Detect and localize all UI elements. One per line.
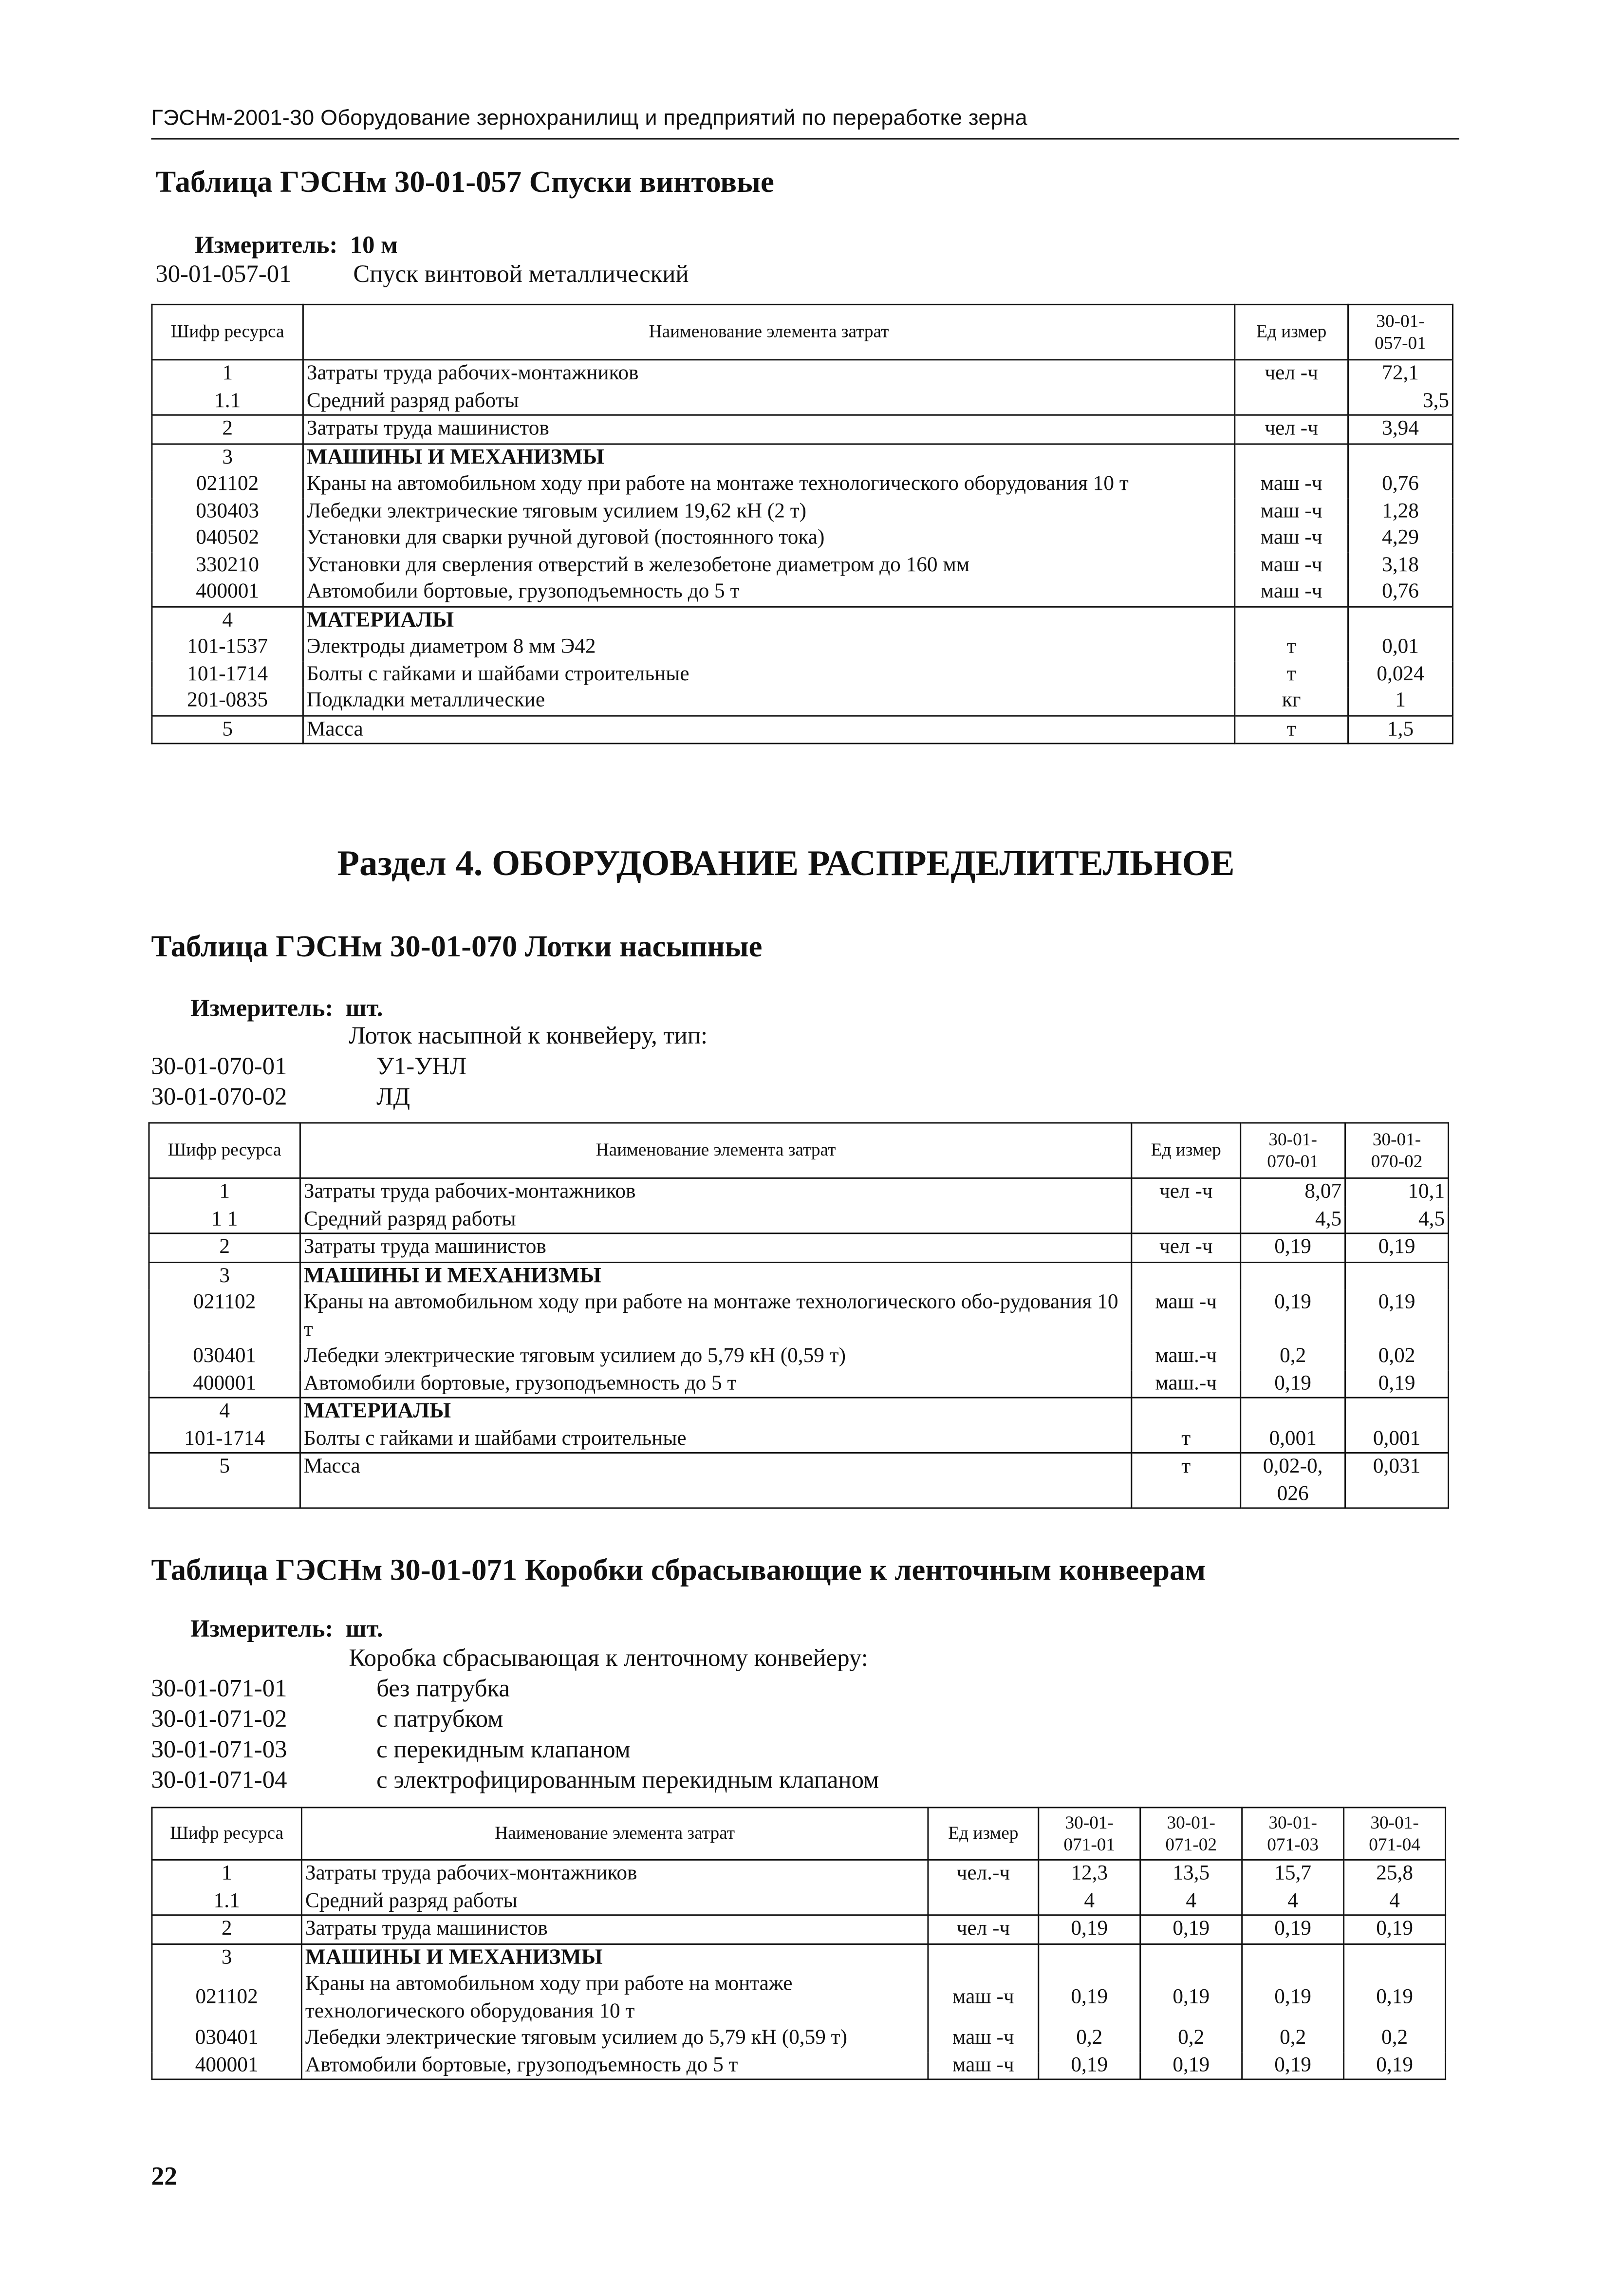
- table-row: 201-0835 Подкладки металлические кг 1: [152, 688, 1453, 715]
- item-name: с электрофицированным перекидным клапаном: [376, 1766, 879, 1794]
- item-name: У1-УНЛ: [376, 1052, 467, 1080]
- running-header: ГЭСНм-2001-30 Оборудование зернохранилищ и предприятий по переработке зерна: [151, 106, 1027, 131]
- table-title: Таблица ГЭСНм 30-01-057 Спуски винтовые: [155, 164, 774, 199]
- header-name: Наименование элемента затрат: [301, 1808, 928, 1860]
- meter-label: Измеритель:: [194, 231, 338, 259]
- table-row: 400001 Автомобили бортовые, грузоподъемность до 5 т маш -ч 0,19 0,19 0,19 0,19: [152, 2052, 1446, 2079]
- item-name: Спуск винтовой металлический: [353, 260, 689, 288]
- table-row: 5 Масса т 1,5: [152, 715, 1453, 744]
- section-heading-machines: МАШИНЫ И МЕХАНИЗМЫ: [303, 1264, 601, 1288]
- item-name: ЛД: [376, 1083, 410, 1111]
- header-name: Наименование элемента затрат: [303, 304, 1234, 359]
- table-row: 030401 Лебедки электрические тяговым усилием до 5,79 кН (0,59 т) маш -ч 0,2 0,2 0,2 0,2: [152, 2025, 1446, 2052]
- meter-label: Измеритель:: [190, 1615, 334, 1643]
- item-code: 30-01-071-02: [151, 1705, 287, 1733]
- meter-unit: шт.: [345, 1615, 383, 1643]
- item-code: 30-01-071-03: [151, 1736, 287, 1763]
- item-name: с перекидным клапаном: [376, 1736, 631, 1763]
- table-row: 400001 Автомобили бортовые, грузоподъемность до 5 т маш.-ч 0,19 0,19: [149, 1370, 1449, 1398]
- table-row: 1.1 Средний разряд работы 3,5: [152, 388, 1453, 415]
- header-norm-column: 30-01- 071-04: [1344, 1808, 1446, 1860]
- table-row: 101-1537 Электроды диаметром 8 мм Э42 т 0,01: [152, 634, 1453, 660]
- section-heading-materials: МАТЕРИАЛЫ: [306, 608, 454, 632]
- table-row: 4 МАТЕРИАЛЫ: [149, 1398, 1449, 1425]
- item-code: 30-01-071-01: [151, 1674, 287, 1702]
- norm-table-057: [151, 304, 1453, 744]
- table-title: Таблица ГЭСНм 30-01-071 Коробки сбрасывающие к ленточным конвеерам: [151, 1552, 1206, 1587]
- table-row: 101-1714 Болты с гайками и шайбами строительные т 0,001 0,001: [149, 1425, 1449, 1453]
- meter-line: [190, 994, 383, 1024]
- header-unit: Ед измер: [1235, 304, 1348, 359]
- group-label: Коробка сбрасывающая к ленточному конвейеру:: [349, 1644, 868, 1672]
- table-row: 1 Затраты труда рабочих-монтажников чел.-ч 12,3 13,5 15,7 25,8: [152, 1860, 1446, 1887]
- table-row: 330210 Установки для сверления отверстий в железобетоне диаметром до 160 мм маш -ч 3,18: [152, 552, 1453, 579]
- header-resource-code: Шифр ресурса: [152, 304, 303, 359]
- header-norm-column: 30-01- 071-03: [1242, 1808, 1344, 1860]
- page-number: 22: [151, 2161, 178, 2191]
- table-row: 1.1 Средний разряд работы 4 4 4 4: [152, 1887, 1446, 1915]
- table-row: 021102 Краны на автомобильном ходу при работе на монтаже технологического оборудования 10 т маш -ч 0,19 0,19 0,19 0,19: [152, 1971, 1446, 2025]
- item-name: без патрубка: [376, 1674, 510, 1702]
- table-row: 1 Затраты труда рабочих-монтажников чел -ч 72,1: [152, 360, 1453, 388]
- table-row: 2 Затраты труда машинистов чел -ч 0,19 0,19 0,19 0,19: [152, 1915, 1446, 1943]
- table-row: 1 1 Средний разряд работы 4,5 4,5: [149, 1206, 1449, 1233]
- norm-table-071: [151, 1807, 1446, 2080]
- header-resource-code: Шифр ресурса: [149, 1123, 300, 1178]
- table-row: 101-1714 Болты с гайками и шайбами строительные т 0,024: [152, 661, 1453, 688]
- item-code: 30-01-070-01: [151, 1052, 287, 1080]
- header-unit: Ед измер: [928, 1808, 1039, 1860]
- item-code: 30-01-071-04: [151, 1766, 287, 1794]
- header-norm-column: 30-01- 071-02: [1140, 1808, 1242, 1860]
- norm-table-070: [148, 1122, 1449, 1509]
- meter-line: [195, 231, 398, 261]
- table-row: 030401 Лебедки электрические тяговым усилием до 5,79 кН (0,59 т) маш.-ч 0,2 0,02: [149, 1343, 1449, 1370]
- header-unit: Ед измер: [1132, 1123, 1241, 1178]
- section-heading-machines: МАШИНЫ И МЕХАНИЗМЫ: [306, 445, 604, 469]
- group-label: Лоток насыпной к конвейеру, тип:: [349, 1022, 708, 1050]
- table-row: 3 МАШИНЫ И МЕХАНИЗМЫ: [152, 443, 1453, 471]
- section-heading-machines: МАШИНЫ И МЕХАНИЗМЫ: [305, 1945, 603, 1969]
- table-row: 021102 Краны на автомобильном ходу при работе на монтаже технологического оборудования 10 т маш -ч 0,76: [152, 471, 1453, 498]
- table-row: 400001 Автомобили бортовые, грузоподъемность до 5 т маш -ч 0,76: [152, 579, 1453, 606]
- table-row: 5 Масса т 0,02-0,026 0,031: [149, 1453, 1449, 1508]
- item-code: 30-01-070-02: [151, 1083, 287, 1111]
- header-name: Наименование элемента затрат: [300, 1123, 1131, 1178]
- item-code: 30-01-057-01: [155, 260, 292, 288]
- header-norm-column: 30-01- 057-01: [1348, 304, 1453, 359]
- table-row: 040502 Установки для сварки ручной дуговой (постоянного тока) маш -ч 4,29: [152, 525, 1453, 552]
- meter-unit: 10 м: [350, 231, 398, 259]
- meter-unit: шт.: [345, 994, 383, 1022]
- header-norm-column: 30-01- 070-01: [1241, 1123, 1345, 1178]
- section-title: Раздел 4. ОБОРУДОВАНИЕ РАСПРЕДЕЛИТЕЛЬНОЕ: [337, 844, 1235, 884]
- table-title: Таблица ГЭСНм 30-01-070 Лотки насыпные: [151, 929, 763, 964]
- meter-line: [190, 1615, 383, 1644]
- table-row: 3 МАШИНЫ И МЕХАНИЗМЫ: [152, 1943, 1446, 1971]
- item-name: с патрубком: [376, 1705, 503, 1733]
- table-row: 1 Затраты труда рабочих-монтажников чел -ч 8,07 10,1: [149, 1178, 1449, 1206]
- meter-label: Измеритель:: [190, 994, 334, 1022]
- table-row: 4 МАТЕРИАЛЫ: [152, 606, 1453, 634]
- table-row: 2 Затраты труда машинистов чел -ч 0,19 0,19: [149, 1233, 1449, 1262]
- header-resource-code: Шифр ресурса: [152, 1808, 301, 1860]
- table-row: 021102 Краны на автомобильном ходу при работе на монтаже технологического обо-рудования 10 т маш -ч 0,19 0,19: [149, 1289, 1449, 1343]
- section-heading-materials: МАТЕРИАЛЫ: [303, 1400, 451, 1423]
- table-row: 3 МАШИНЫ И МЕХАНИЗМЫ: [149, 1262, 1449, 1289]
- table-row: 030403 Лебедки электрические тяговым усилием 19,62 кН (2 т) маш -ч 1,28: [152, 498, 1453, 524]
- header-rule: [151, 138, 1459, 140]
- header-norm-column: 30-01- 070-02: [1345, 1123, 1449, 1178]
- header-norm-column: 30-01- 071-01: [1039, 1808, 1140, 1860]
- table-row: 2 Затраты труда машинистов чел -ч 3,94: [152, 415, 1453, 443]
